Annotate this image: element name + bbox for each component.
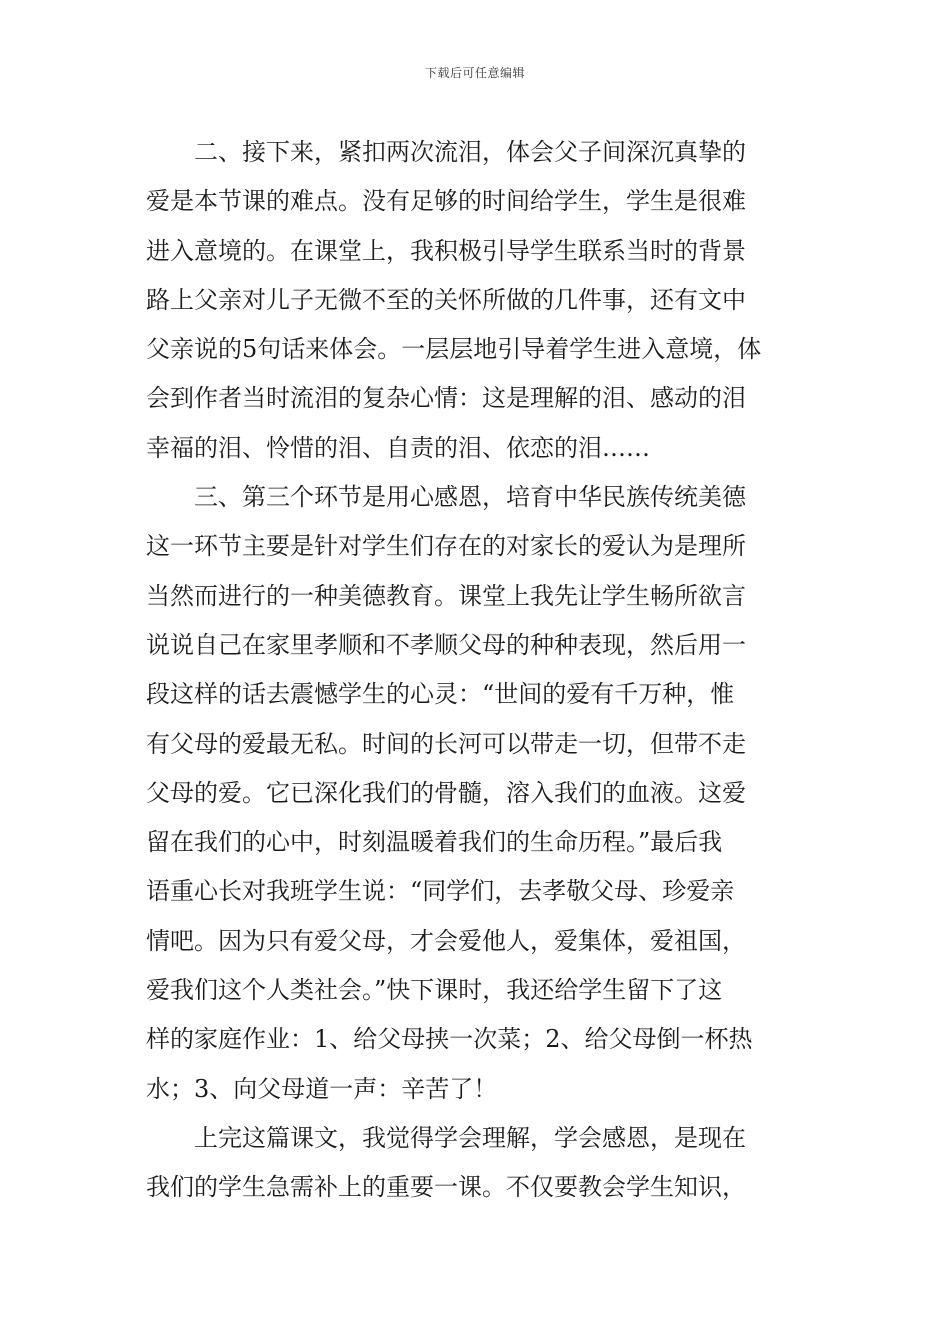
text-line: 爱是本节课的难点。没有足够的时间给学生，学生是很难 (146, 187, 746, 216)
text-line: 样的家庭作业：1、给父母挟一次菜；2、给父母倒一杯热 (146, 1025, 753, 1054)
text-line: 路上父亲对儿子无微不至的关怀所做的几件事，还有文中 (146, 285, 746, 314)
text-line: 说说自己在家里孝顺和不孝顺父母的种种表现，然后用一 (146, 630, 746, 659)
text-line: 二、接下来，紧扣两次流泪，体会父子间深沉真挚的 (194, 138, 746, 166)
text-line: 留在我们的心中，时刻温暖着我们的生命历程。”最后我 (146, 828, 723, 857)
text-line: 父母的爱。它已深化我们的骨髓，溶入我们的血液。这爱 (146, 778, 746, 807)
text-line: 当然而进行的一种美德教育。课堂上我先让学生畅所欲言 (146, 581, 746, 610)
text-line: 这一环节主要是针对学生们存在的对家长的爱认为是理所 (146, 532, 746, 561)
text-line: 爱我们这个人类社会。”快下课时，我还给学生留下了这 (146, 976, 723, 1005)
text-line: 会到作者当时流泪的复杂心情：这是理解的泪、感动的泪 (146, 384, 746, 413)
text-line: 三、第三个环节是用心感恩，培育中华民族传统美德 (194, 483, 746, 512)
text-line: 幸福的泪、怜惜的泪、自责的泪、依恋的泪…… (146, 433, 650, 462)
text-line: 进入意境的。在课堂上，我积极引导学生联系当时的背景 (146, 236, 746, 265)
text-line: 父亲说的5句话来体会。一层层地引导着学生进入意境，体 (146, 335, 762, 364)
body-text (146, 128, 814, 1213)
text-line: 有父母的爱最无私。时间的长河可以带走一切，但带不走 (146, 729, 746, 758)
text-line: 语重心长对我班学生说：“同学们，去孝敬父母、珍爱亲 (146, 877, 735, 906)
text-line: 段这样的话去震憾学生的心灵：“世间的爱有千万种，惟 (146, 680, 735, 709)
text-line: 水；3、向父母道一声：辛苦了！ (146, 1074, 498, 1103)
page-header-note: 下载后可任意编辑 (424, 66, 525, 80)
text-line: 情吧。因为只有爱父母，才会爱他人，爱集体，爱祖国， (146, 926, 746, 955)
text-line: 上完这篇课文，我觉得学会理解，学会感恩，是现在 (194, 1123, 746, 1152)
text-line: 我们的学生急需补上的重要一课。不仅要教会学生知识， (146, 1173, 746, 1202)
